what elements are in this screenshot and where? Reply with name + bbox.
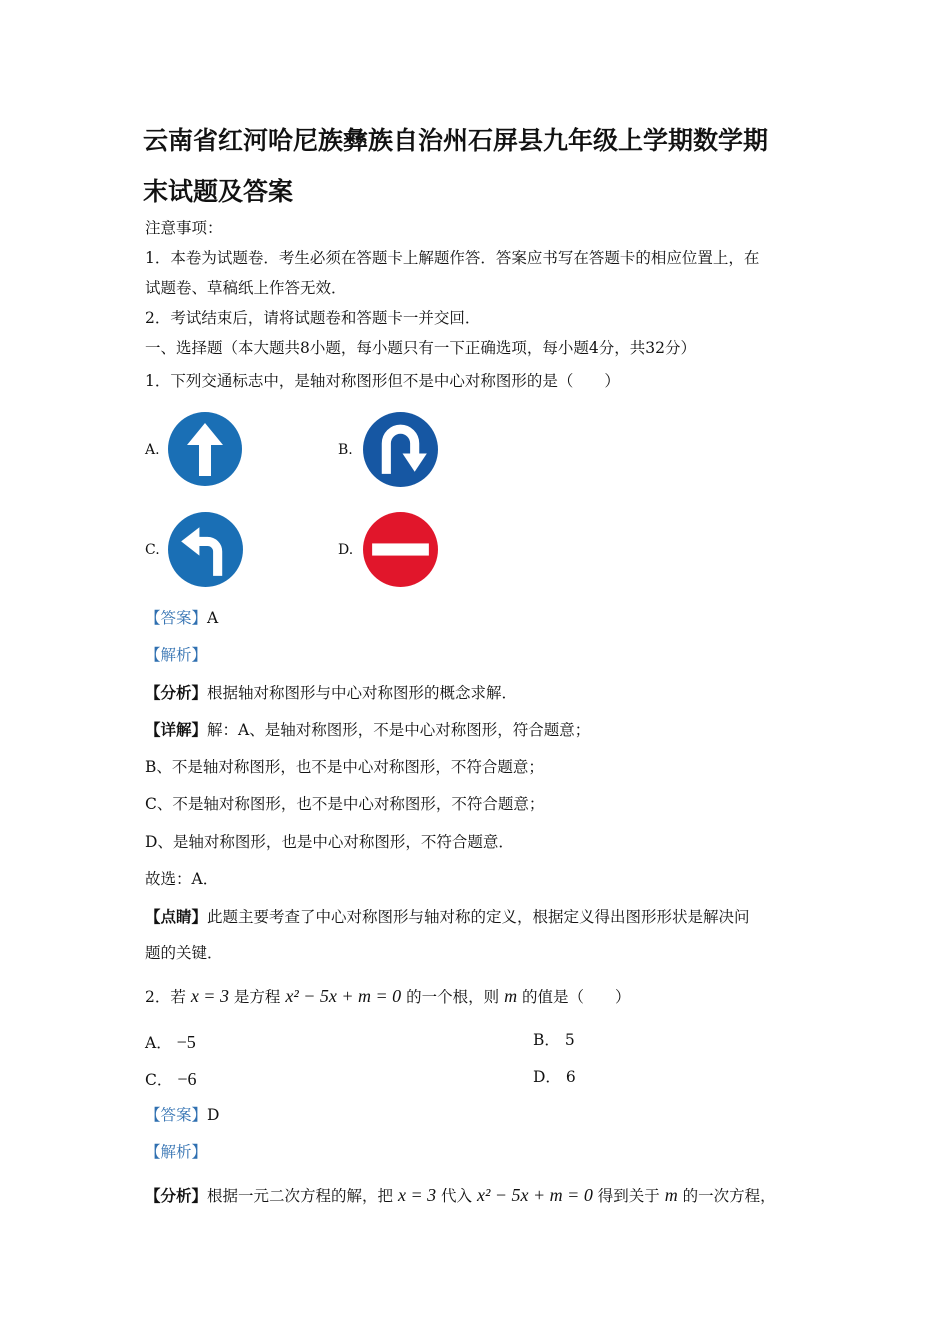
q2-option-b	[533, 1033, 575, 1049]
q2-stem-end: 的值是（ ）	[522, 988, 631, 1006]
q1-xiangjie	[145, 722, 590, 739]
q2-fenxi-mid: 代入	[441, 1187, 473, 1205]
question-2-stem	[145, 987, 631, 1006]
q1-dianjing-cont: 题的关键．	[145, 944, 223, 962]
q2-option-d-label: D．	[533, 1068, 561, 1086]
q2-option-c-label: C．	[145, 1071, 173, 1089]
q2-option-a-value: −5	[176, 1032, 196, 1052]
q1-line-b: B、不是轴对称图形，也不是中心对称图形，不符合题意；	[145, 758, 544, 776]
xiangjie-tag: 【详解】	[145, 720, 208, 739]
q2-fenxi-eq: x² − 5x + m = 0	[477, 1185, 593, 1205]
section-heading: 一、选择题（本大题共8小题，每小题只有一下正确选项，每小题4分，共32分）	[145, 339, 696, 357]
q2-option-b-label: B．	[533, 1031, 560, 1049]
straight-arrow-sign-icon	[167, 411, 243, 487]
q2-option-d-value: 6	[565, 1068, 576, 1086]
q2-option-c-value: −6	[177, 1069, 197, 1089]
q1-answer	[145, 611, 218, 627]
option-c-label: C.	[145, 542, 160, 558]
q1-analysis-tag: 【解析】	[145, 646, 208, 664]
notice-item-1: 1．本卷为试题卷．考生必须在答题卡上解题作答．答案应书写在答题卡的相应位置上，在	[145, 249, 760, 267]
question-1-stem: 1．下列交通标志中，是轴对称图形但不是中心对称图形的是（ ）	[145, 372, 620, 390]
xiangjie-text: 解：A、是轴对称图形，不是中心对称图形，符合题意；	[207, 721, 591, 739]
left-turn-sign-icon	[167, 511, 244, 588]
q2-option-a-label: A．	[145, 1034, 172, 1052]
q2-fenxi-m: m	[664, 1185, 678, 1205]
notice-item-2: 2．考试结束后，请将试题卷和答题卡一并交回．	[145, 309, 481, 327]
q2-stem-pre: 2．若	[145, 988, 186, 1006]
no-entry-sign-icon	[362, 511, 439, 588]
q2-option-a	[145, 1033, 196, 1052]
option-a-label: A.	[145, 442, 160, 458]
q1-line-d: D、是轴对称图形，也是中心对称图形，不符合题意．	[145, 833, 514, 851]
dianjing-tag: 【点睛】	[145, 907, 208, 926]
fenxi-tag: 【分析】	[145, 683, 208, 702]
q2-answer-value: D	[207, 1106, 220, 1124]
q1-line-c: C、不是轴对称图形，也不是中心对称图形，不符合题意；	[145, 795, 545, 813]
title-line-2: 末试题及答案	[143, 177, 294, 206]
q2-stem-post: 的一个根，则	[406, 988, 500, 1006]
q2-fenxi-tag: 【分析】	[145, 1186, 208, 1205]
q2-fenxi-end: 的一次方程，	[682, 1187, 776, 1205]
q2-m: m	[504, 986, 518, 1006]
fenxi-text: 根据轴对称图形与中心对称图形的概念求解．	[207, 684, 518, 702]
q2-answer	[145, 1108, 219, 1124]
q2-answer-tag: 【答案】	[145, 1106, 208, 1124]
q2-x-eq-3: x = 3	[190, 986, 229, 1006]
option-d-label: D.	[338, 542, 354, 558]
title-line-1: 云南省红河哈尼族彝族自治州石屏县九年级上学期数学期	[143, 126, 769, 155]
dianjing-text: 此题主要考查了中心对称图形与轴对称的定义，根据定义得出图形形状是解决问	[207, 908, 750, 926]
q2-option-c	[145, 1070, 196, 1089]
q2-stem-mid: 是方程	[233, 988, 281, 1006]
notice-item-1-cont: 试题卷、草稿纸上作答无效．	[145, 279, 347, 297]
q2-option-d	[533, 1070, 576, 1086]
answer-tag: 【答案】	[145, 609, 208, 627]
q2-equation: x² − 5x + m = 0	[285, 986, 402, 1006]
u-turn-sign-icon	[362, 411, 439, 488]
q2-fenxi	[145, 1186, 776, 1205]
q2-fenxi-pre: 根据一元二次方程的解，把	[207, 1187, 394, 1205]
q2-analysis-tag: 【解析】	[145, 1143, 208, 1161]
q2-option-b-value: 5	[564, 1031, 575, 1049]
q1-choose: 故选：A．	[145, 870, 219, 888]
option-b-label: B.	[338, 442, 353, 458]
q2-fenxi-post: 得到关于	[597, 1187, 660, 1205]
q1-fenxi	[145, 685, 517, 702]
q1-dianjing	[145, 909, 750, 926]
notice-heading: 注意事项：	[145, 219, 223, 237]
answer-value: A	[207, 609, 219, 627]
q2-fenxi-sub: x = 3	[397, 1185, 437, 1205]
